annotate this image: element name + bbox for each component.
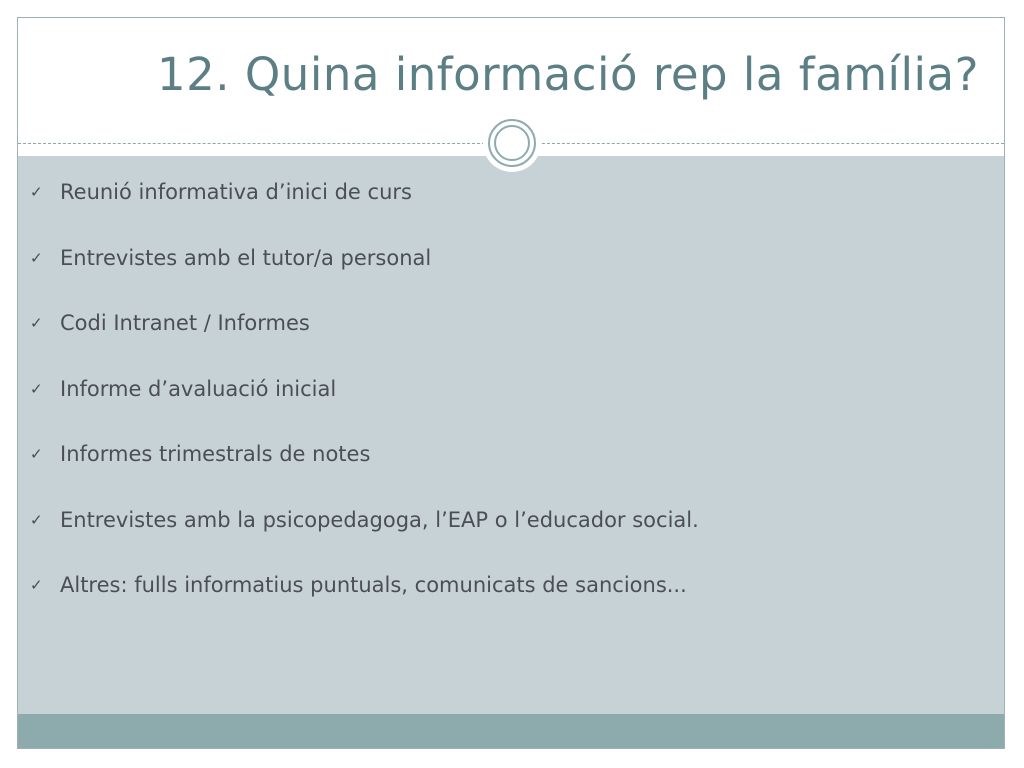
list-item [30, 375, 699, 441]
check-icon: ✓ [30, 576, 43, 594]
bullet-text: Entrevistes amb la psicopedagoga, l’EAP o l’educador social. [60, 507, 699, 532]
check-icon: ✓ [30, 183, 43, 201]
bullet-list [30, 178, 699, 637]
ornament-inner-ring [494, 125, 530, 161]
slide-title: 12. Quina informació rep la família? [157, 48, 979, 101]
check-icon: ✓ [30, 248, 43, 267]
check-icon: ✓ [30, 510, 43, 529]
bullet-text: Reunió informativa d’inici de curs [60, 180, 412, 204]
bullet-text: Informe d’avaluació inicial [60, 376, 337, 401]
bullet-text: Informes trimestrals de notes [60, 442, 371, 466]
check-icon: ✓ [30, 314, 43, 332]
bullet-text: Entrevistes amb el tutor/a personal [60, 245, 432, 270]
circle-ornament-icon [483, 114, 541, 172]
ornament-outer-ring [488, 119, 536, 167]
list-item [30, 440, 699, 506]
list-item [30, 309, 699, 375]
list-item [30, 506, 699, 572]
footer-band [18, 714, 1004, 748]
check-icon: ✓ [30, 445, 43, 463]
list-item [30, 244, 699, 310]
list-item [30, 571, 699, 637]
bullet-text: Codi Intranet / Informes [60, 311, 310, 335]
bullet-text: Altres: fulls informatius puntuals, comunicats de sancions... [60, 573, 687, 597]
check-icon: ✓ [30, 379, 43, 398]
list-item [30, 178, 699, 244]
